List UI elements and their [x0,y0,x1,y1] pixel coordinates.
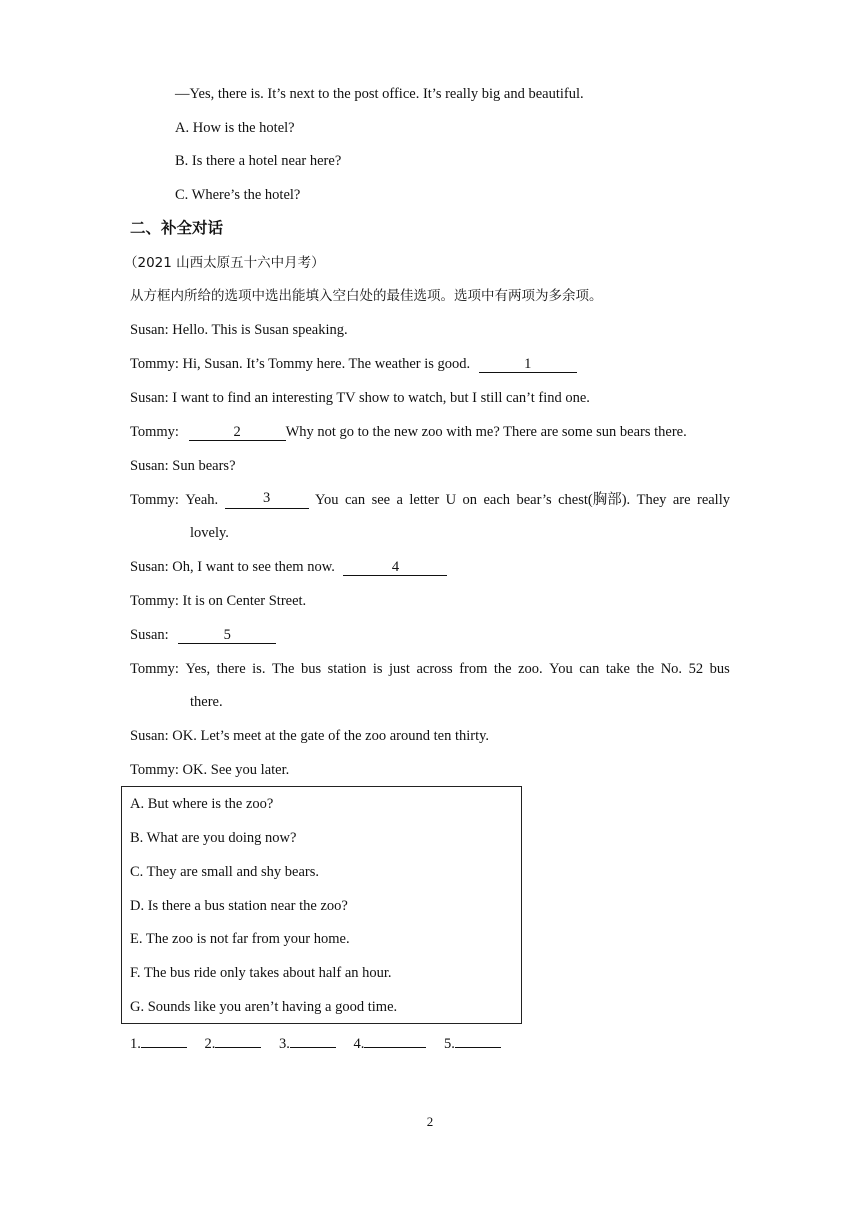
prev-option-b: B. Is there a hotel near here? [175,153,342,169]
answer-row [130,1033,501,1053]
blank-2: 2 [189,425,286,441]
dialogue-word: is. [252,661,266,677]
question-source: （2021 山西太原五十六中月考） [124,255,325,271]
blank-3: 3 [225,491,309,509]
dialogue-word: No. [660,661,683,677]
answer-slot-3 [279,1033,336,1053]
answer-blank[interactable] [364,1033,426,1048]
dialogue-word: just [389,661,410,677]
dialogue-word: each [483,492,511,508]
answer-slot-5 [444,1033,501,1053]
dialogue-line-1: Susan: Hello. This is Susan speaking. [130,322,348,338]
speaker-label: Susan: [130,627,169,643]
dialogue-word: can [345,492,366,508]
dialogue-line-12: Tommy: OK. See you later. [130,762,290,778]
dialogue-line-10 [130,660,730,678]
answer-slot-4 [354,1033,427,1053]
option-c: C. They are small and shy bears. [130,864,319,880]
option-a: A. But where is the zoo? [130,796,274,812]
dialogue-word: from [459,661,488,677]
option-e: E. The zoo is not far from your home. [130,931,350,947]
dialogue-word: see [371,492,391,508]
dialogue-word: there [216,661,246,677]
dialogue-word: U [445,492,457,508]
dialogue-line-6 [130,491,730,509]
dialogue-line-10-continued: there. [190,694,223,710]
dialogue-word: bear’s [516,492,552,508]
option-d: D. Is there a bus station near the zoo? [130,898,348,914]
answer-blank[interactable] [455,1033,501,1048]
answer-label: 4. [353,1036,365,1052]
dialogue-line-7 [130,558,447,576]
dialogue-word: You [549,661,573,677]
dialogue-word: station [327,661,367,677]
option-g: G. Sounds like you aren’t having a good time. [130,999,398,1015]
dialogue-line-8: Tommy: It is on Center Street. [130,593,307,609]
dialogue-line-2 [130,355,577,373]
instruction-text: 从方框内所给的选项中选出能填入空白处的最佳选项。选项中有两项为多余项。 [130,288,603,304]
dialogue-word: bus [301,661,322,677]
dialogue-text: Susan: Oh, I want to see them now. [130,559,335,575]
blank-5: 5 [178,628,276,644]
dialogue-line-6-continued: lovely. [190,525,229,541]
dialogue-word: chest(胸部). [558,492,631,508]
blank-1: 1 [479,357,577,373]
dialogue-word: Tommy: [130,492,179,508]
prev-option-c: C. Where’s the hotel? [175,187,301,203]
dialogue-word: The [271,661,295,677]
dialogue-word: are [672,492,691,508]
dialogue-word: They [636,492,667,508]
dialogue-word: bus [709,661,730,677]
dialogue-word: You [315,492,339,508]
dialogue-word: is [372,661,383,677]
dialogue-word: the [636,661,655,677]
dialogue-text: Tommy: Hi, Susan. It’s Tommy here. The weather is good. [130,356,471,372]
answer-blank[interactable] [290,1033,336,1048]
dialogue-word: really [696,492,730,508]
answer-label: 1. [130,1036,141,1052]
dialogue-word: zoo. [518,661,543,677]
dialogue-word: take [605,661,630,677]
prev-option-a: A. How is the hotel? [175,120,295,136]
dialogue-word: on [462,492,478,508]
answer-blank[interactable] [141,1033,187,1048]
prev-answer-line: —Yes, there is. It’s next to the post office. It’s really big and beautiful. [175,86,584,102]
dialogue-text: Why not go to the new zoo with me? There are some sun bears there. [285,424,687,440]
dialogue-word: the [493,661,512,677]
dialogue-word: a [396,492,403,508]
dialogue-word: Tommy: [130,661,179,677]
answer-label: 5. [444,1036,455,1052]
speaker-label: Tommy: [130,424,179,440]
dialogue-word: Yes, [185,661,211,677]
section-heading: 二、补全对话 [130,219,224,237]
dialogue-line-3: Susan: I want to find an interesting TV show to watch, but I still can’t find one. [130,390,590,406]
answer-slot-2 [205,1033,262,1053]
dialogue-word: can [579,661,600,677]
answer-slot-1 [130,1033,187,1053]
option-b: B. What are you doing now? [130,830,297,846]
dialogue-word: letter [409,492,440,508]
dialogue-line-9 [130,626,276,644]
blank-4: 4 [343,560,447,576]
answer-label: 2. [204,1036,216,1052]
page-number: 2 [426,1114,434,1129]
answer-label: 3. [279,1036,290,1052]
dialogue-line-5: Susan: Sun bears? [130,458,236,474]
dialogue-line-4 [130,423,687,441]
dialogue-word: 52 [688,661,704,677]
dialogue-word: across [416,661,453,677]
dialogue-word: Yeah. [185,492,219,508]
dialogue-line-11: Susan: OK. Let’s meet at the gate of the zoo around ten thirty. [130,728,490,744]
option-f: F. The bus ride only takes about half an hour. [130,965,392,981]
answer-blank[interactable] [215,1033,261,1048]
